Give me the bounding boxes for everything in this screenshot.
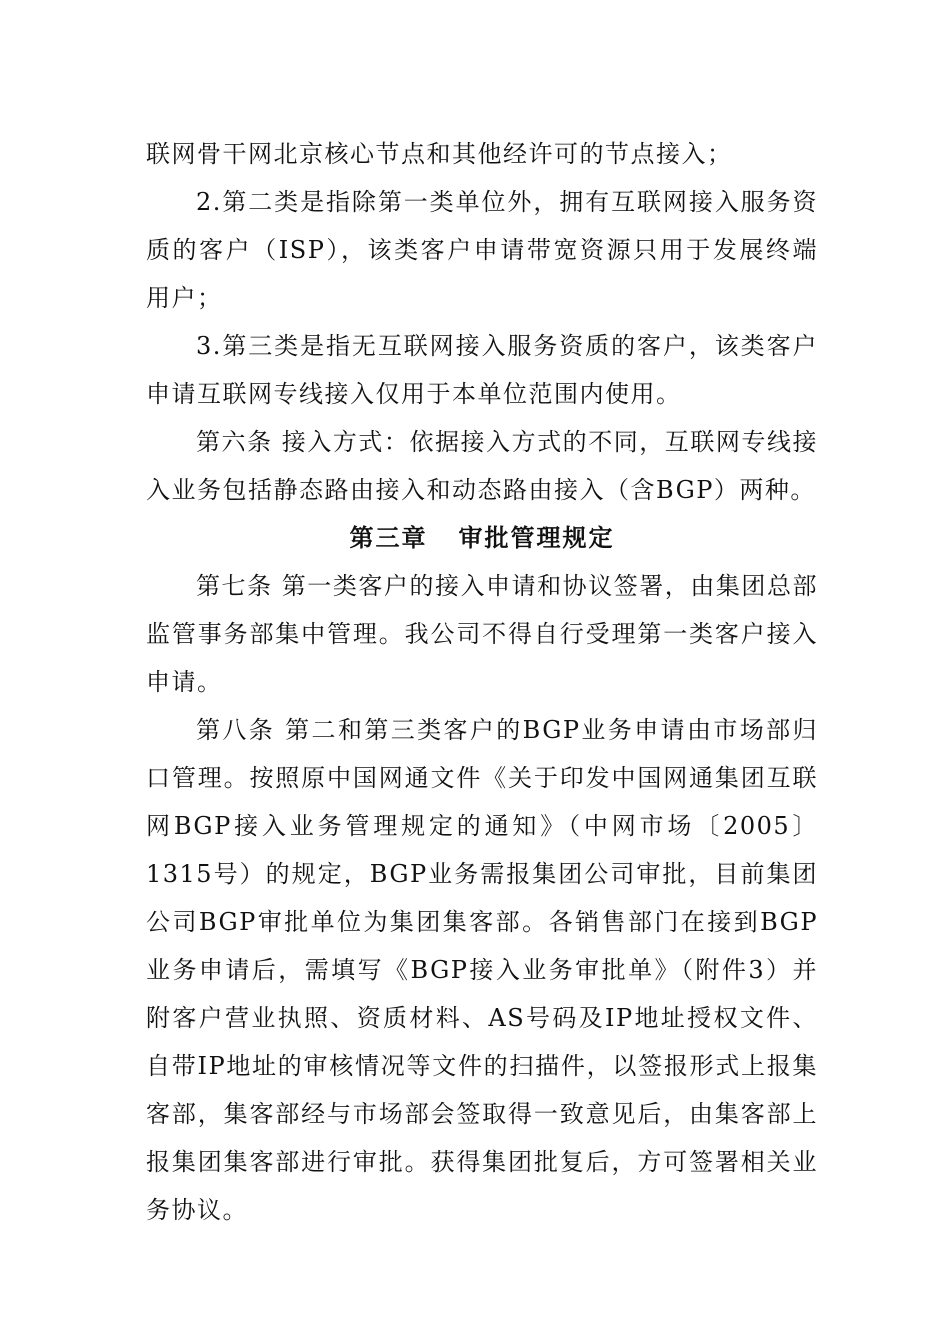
document-page [146, 130, 818, 1234]
paragraph-article7: 第七条 第一类客户的接入申请和协议签署，由集团总部监管事务部集中管理。我公司不得自行受理第一类客户接入申请。 [146, 572, 818, 696]
paragraph-article6: 第六条 接入方式：依据接入方式的不同，互联网专线接入业务包括静态路由接入和动态路由接入（含BGP）两种。 [146, 428, 818, 504]
paragraph-type3: 3.第三类是指无互联网接入服务资质的客户，该类客户申请互联网专线接入仅用于本单位范围内使用。 [146, 332, 818, 408]
paragraph-type1-continuation: 联网骨干网北京核心节点和其他经许可的节点接入； [146, 140, 733, 168]
chapter3-heading: 第三章 审批管理规定 [349, 524, 615, 552]
paragraph-type2: 2.第二类是指除第一类单位外，拥有互联网接入服务资质的客户（ISP），该类客户申请带宽资源只用于发展终端用户； [146, 188, 818, 312]
paragraph-article8: 第八条 第二和第三类客户的BGP业务申请由市场部归口管理。按照原中国网通文件《关于印发中国网通集团互联网BGP接入业务管理规定的通知》（中网市场〔2005〕1315号）的规定，BGP业务需报集团公司审批，目前集团公司BGP审批单位为集团集客部。各销售部门在接到BGP业务申请后，需填写《BGP接入业务审批单》（附件3）并附客户营业执照、资质材料、AS号码及IP地址授权文件、自带IP地址的审核情况等文件的扫描件，以签报形式上报集客部，集客部经与市场部会签取得一致意见后，由集客部上报集团集客部进行审批。获得集团批复后，方可签署相关业务协议。 [146, 716, 818, 1224]
